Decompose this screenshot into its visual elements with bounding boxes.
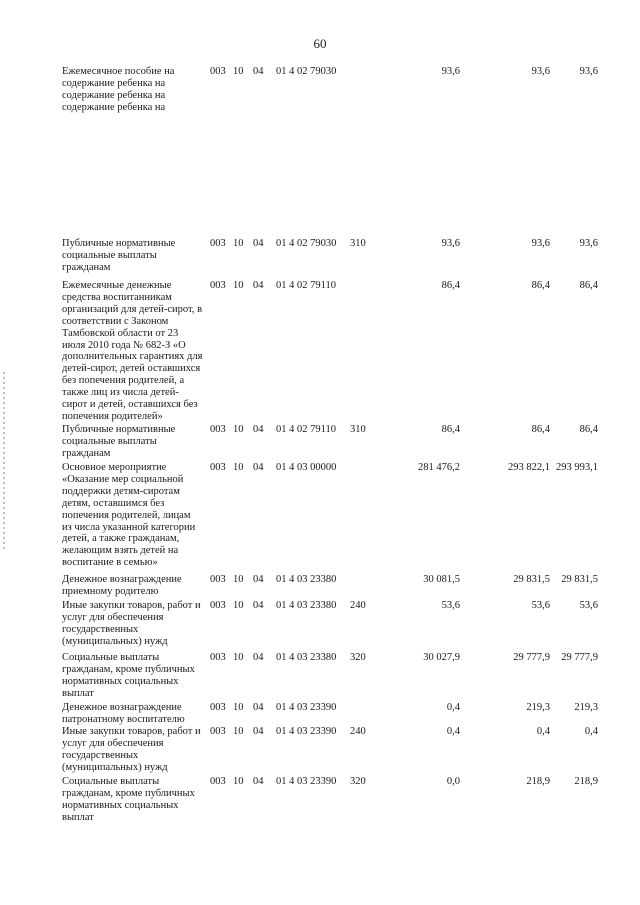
cell-target-article: 01 4 02 79110 bbox=[276, 424, 336, 435]
cell-value-2: 29 831,5 bbox=[513, 574, 550, 585]
cell-value-2: 0,4 bbox=[536, 726, 550, 737]
cell-value-2: 86,4 bbox=[531, 424, 550, 435]
cell-value-3: 219,3 bbox=[574, 702, 598, 713]
cell-value-3: 29 831,5 bbox=[561, 574, 598, 585]
cell-ved: 003 bbox=[210, 600, 226, 611]
cell-ved: 003 bbox=[210, 574, 226, 585]
cell-value-1: 0,4 bbox=[446, 726, 460, 737]
cell-podrazdel: 04 bbox=[253, 652, 264, 663]
row-name: Денежное вознаграждение приемному родителю bbox=[62, 574, 182, 597]
cell-target-article: 01 4 02 79110 bbox=[276, 280, 336, 291]
cell-value-1: 86,4 bbox=[441, 280, 460, 291]
row-name: Основное мероприятие «Оказание мер социальной поддержки детям-сиротам детям, оставшимся без попечения родителей, лицам из числа указанной категории детей, а также гражданам, желающим взять детей на воспитание в семью» bbox=[62, 462, 196, 569]
cell-value-2: 86,4 bbox=[531, 280, 550, 291]
cell-ved: 003 bbox=[210, 776, 226, 787]
cell-podrazdel: 04 bbox=[253, 280, 264, 291]
cell-target-article: 01 4 03 23390 bbox=[276, 702, 337, 713]
cell-value-3: 53,6 bbox=[579, 600, 598, 611]
cell-value-2: 218,9 bbox=[526, 776, 550, 787]
row-name: Ежемесячные денежные средства воспитанникам организаций для детей-сирот, в соответствии с Законом Тамбовской области от 23 июля 2010 года № 682-З «О дополнительных гарантиях для детей-сирот, детей оставшихся без попечения родителей, а также лиц из числа детей- сирот и детей, оставшихся без попечения родителей» bbox=[62, 280, 203, 422]
cell-value-1: 53,6 bbox=[441, 600, 460, 611]
cell-razdel: 10 bbox=[233, 238, 244, 249]
cell-value-1: 93,6 bbox=[441, 66, 460, 77]
cell-target-article: 01 4 03 23380 bbox=[276, 600, 337, 611]
cell-podrazdel: 04 bbox=[253, 702, 264, 713]
cell-razdel: 10 bbox=[233, 600, 244, 611]
cell-value-3: 86,4 bbox=[579, 280, 598, 291]
cell-value-1: 0,0 bbox=[446, 776, 460, 787]
cell-value-3: 0,4 bbox=[584, 726, 598, 737]
cell-value-2: 293 822,1 bbox=[508, 462, 550, 473]
cell-value-3: 93,6 bbox=[579, 238, 598, 249]
cell-podrazdel: 04 bbox=[253, 462, 264, 473]
cell-razdel: 10 bbox=[233, 462, 244, 473]
cell-value-1: 93,6 bbox=[441, 238, 460, 249]
margin-scan-mark bbox=[3, 372, 5, 552]
cell-podrazdel: 04 bbox=[253, 574, 264, 585]
cell-expense-type: 320 bbox=[350, 776, 366, 787]
cell-podrazdel: 04 bbox=[253, 238, 264, 249]
cell-expense-type: 310 bbox=[350, 238, 366, 249]
row-name: Публичные нормативные социальные выплаты гражданам bbox=[62, 238, 176, 273]
row-name: Денежное вознаграждение патронатному воспитателю bbox=[62, 702, 185, 725]
cell-target-article: 01 4 03 23390 bbox=[276, 726, 337, 737]
cell-value-3: 293 993,1 bbox=[556, 462, 598, 473]
cell-ved: 003 bbox=[210, 238, 226, 249]
cell-target-article: 01 4 03 00000 bbox=[276, 462, 337, 473]
cell-target-article: 01 4 03 23380 bbox=[276, 574, 337, 585]
cell-ved: 003 bbox=[210, 702, 226, 713]
cell-expense-type: 320 bbox=[350, 652, 366, 663]
cell-ved: 003 bbox=[210, 280, 226, 291]
page-number: 60 bbox=[313, 36, 327, 51]
cell-podrazdel: 04 bbox=[253, 424, 264, 435]
row-name: Публичные нормативные социальные выплаты гражданам bbox=[62, 424, 176, 459]
cell-razdel: 10 bbox=[233, 726, 244, 737]
cell-expense-type: 240 bbox=[350, 600, 366, 611]
cell-value-1: 30 027,9 bbox=[423, 652, 460, 663]
cell-target-article: 01 4 02 79030 bbox=[276, 238, 337, 249]
cell-podrazdel: 04 bbox=[253, 776, 264, 787]
cell-value-1: 0,4 bbox=[446, 702, 460, 713]
cell-target-article: 01 4 02 79030 bbox=[276, 66, 337, 77]
row-name: Иные закупки товаров, работ и услуг для обеспечения государственных (муниципальных) нужд bbox=[62, 726, 201, 773]
cell-expense-type: 240 bbox=[350, 726, 366, 737]
cell-expense-type: 310 bbox=[350, 424, 366, 435]
cell-value-2: 93,6 bbox=[531, 66, 550, 77]
cell-value-3: 29 777,9 bbox=[561, 652, 598, 663]
cell-razdel: 10 bbox=[233, 702, 244, 713]
cell-razdel: 10 bbox=[233, 574, 244, 585]
cell-podrazdel: 04 bbox=[253, 726, 264, 737]
cell-razdel: 10 bbox=[233, 424, 244, 435]
cell-razdel: 10 bbox=[233, 652, 244, 663]
cell-value-3: 218,9 bbox=[574, 776, 598, 787]
row-name: Социальные выплаты гражданам, кроме публичных нормативных социальных выплат bbox=[62, 776, 195, 823]
cell-razdel: 10 bbox=[233, 280, 244, 291]
cell-ved: 003 bbox=[210, 424, 226, 435]
row-name: Ежемесячное пособие на содержание ребенка на содержание ребенка на содержание ребенка на bbox=[62, 66, 175, 113]
cell-ved: 003 bbox=[210, 66, 226, 77]
cell-value-3: 86,4 bbox=[579, 424, 598, 435]
row-name: Социальные выплаты гражданам, кроме публичных нормативных социальных выплат bbox=[62, 652, 195, 699]
cell-value-3: 93,6 bbox=[579, 66, 598, 77]
cell-podrazdel: 04 bbox=[253, 66, 264, 77]
cell-value-2: 53,6 bbox=[531, 600, 550, 611]
cell-ved: 003 bbox=[210, 462, 226, 473]
cell-razdel: 10 bbox=[233, 776, 244, 787]
cell-target-article: 01 4 03 23390 bbox=[276, 776, 337, 787]
cell-value-2: 93,6 bbox=[531, 238, 550, 249]
cell-value-2: 219,3 bbox=[526, 702, 550, 713]
cell-razdel: 10 bbox=[233, 66, 244, 77]
cell-value-1: 86,4 bbox=[441, 424, 460, 435]
cell-podrazdel: 04 bbox=[253, 600, 264, 611]
cell-ved: 003 bbox=[210, 726, 226, 737]
cell-ved: 003 bbox=[210, 652, 226, 663]
cell-value-2: 29 777,9 bbox=[513, 652, 550, 663]
cell-value-1: 281 476,2 bbox=[418, 462, 460, 473]
cell-target-article: 01 4 03 23380 bbox=[276, 652, 337, 663]
cell-value-1: 30 081,5 bbox=[423, 574, 460, 585]
row-name: Иные закупки товаров, работ и услуг для обеспечения государственных (муниципальных) нужд bbox=[62, 600, 201, 647]
